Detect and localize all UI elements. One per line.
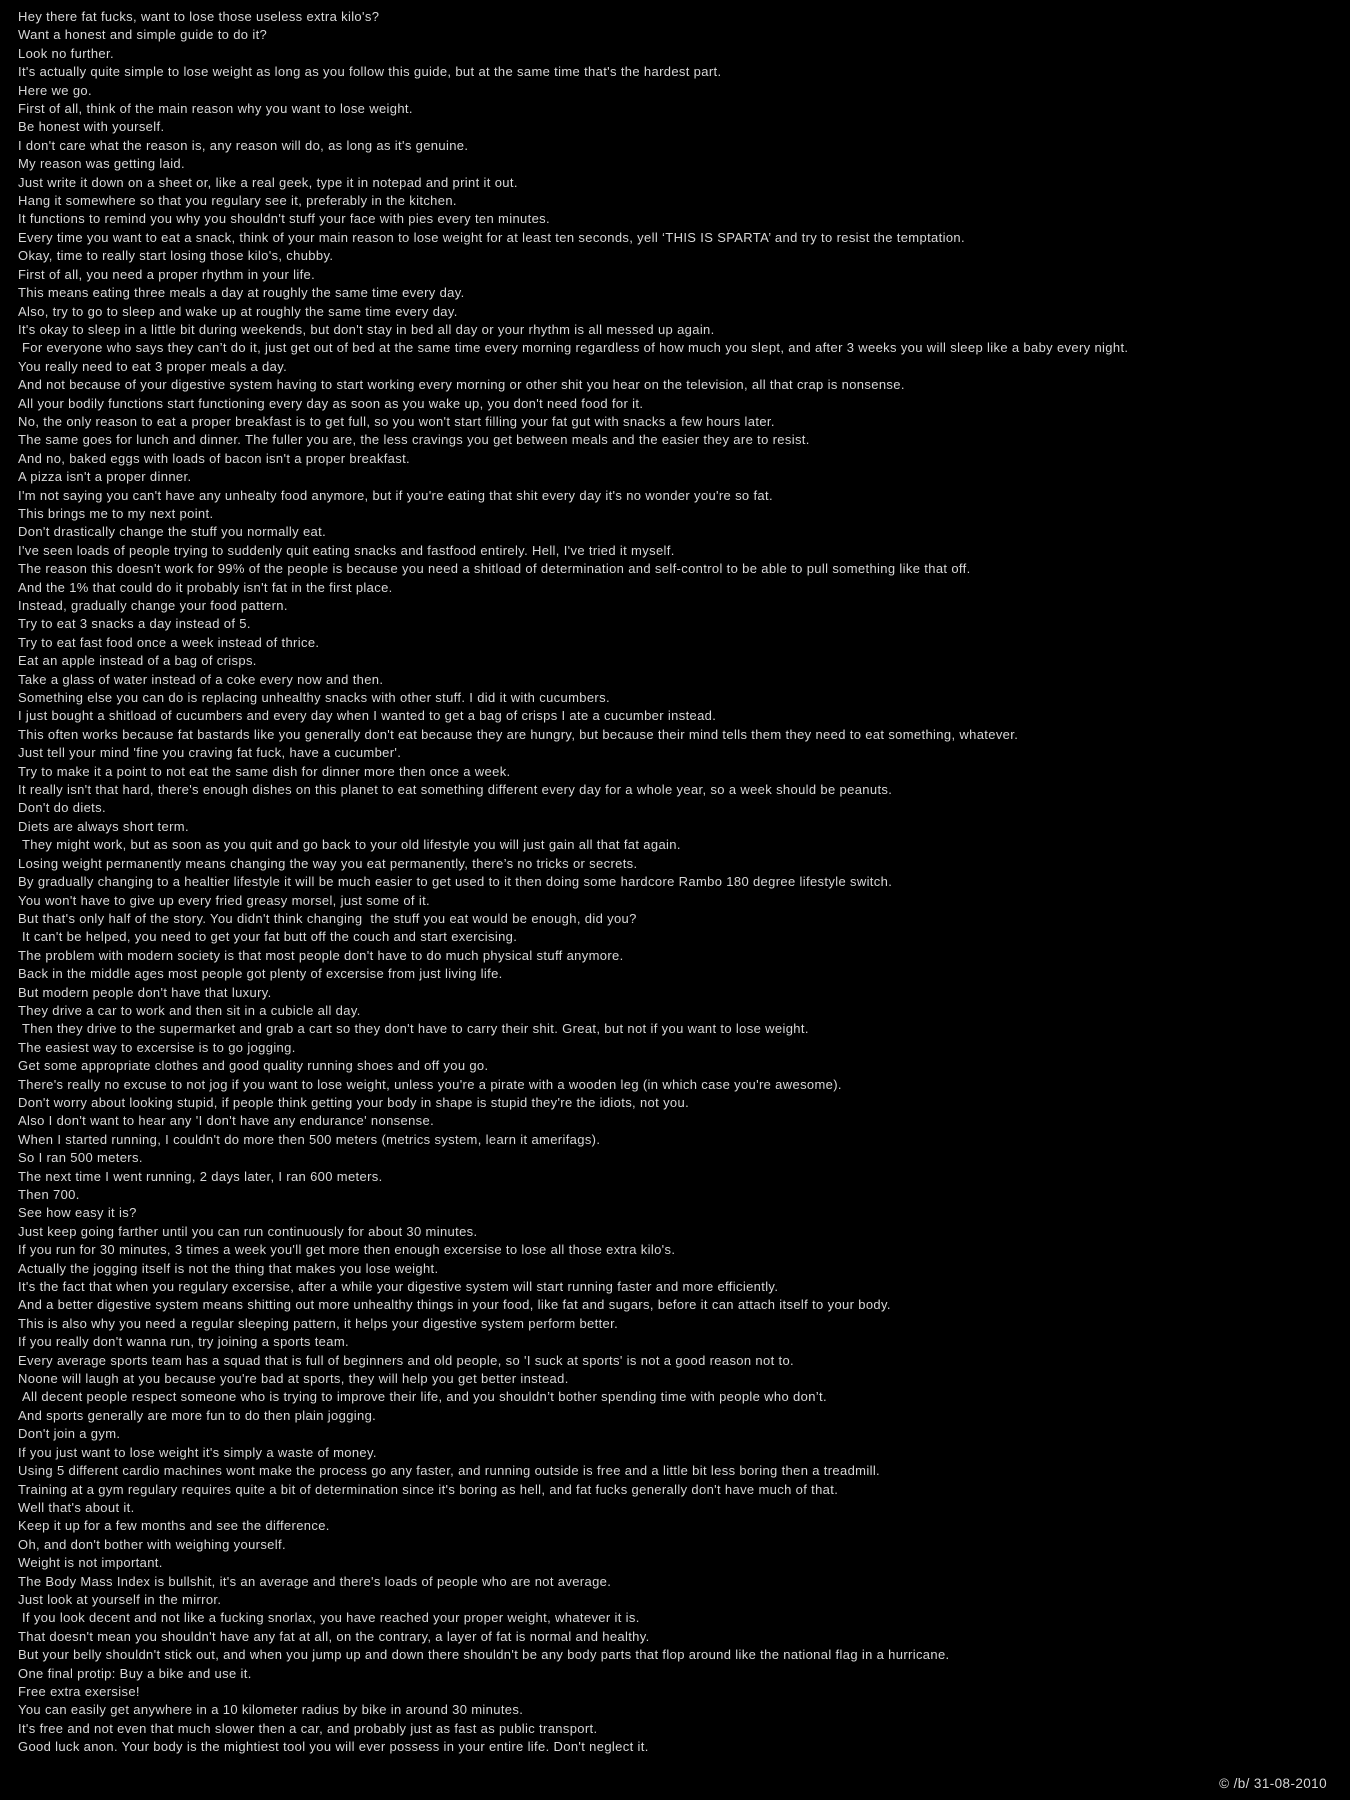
- text-line: Eat an apple instead of a bag of crisps.: [18, 653, 257, 669]
- text-line: Something else you can do is replacing unhealthy snacks with other stuff. I did it with cucumbers.: [18, 690, 610, 706]
- text-line: I'm not saying you can't have any unhealty food anymore, but if you're eating that shit every day it's no wonder you're so fat.: [18, 487, 773, 503]
- text-line: Don't do diets.: [18, 800, 106, 816]
- text-line: This often works because fat bastards like you generally don't eat because they are hungry, but because their mind tells them they need to eat something, whatever.: [18, 726, 1019, 742]
- text-line: Actually the jogging itself is not the thing that makes you lose weight.: [18, 1260, 439, 1276]
- text-line: But that's only half of the story. You didn't think changing the stuff you eat would be enough, did you?: [18, 910, 637, 926]
- text-line: When I started running, I couldn't do more then 500 meters (metrics system, learn it amerifags).: [18, 1131, 601, 1147]
- text-line: Want a honest and simple guide to do it?: [18, 27, 268, 43]
- text-line: But your belly shouldn't stick out, and when you jump up and down there shouldn't be any body parts that flop around like the national flag in a hurricane.: [18, 1647, 950, 1663]
- text-line: And the 1% that could do it probably isn't fat in the first place.: [18, 579, 393, 595]
- text-line: I've seen loads of people trying to suddenly quit eating snacks and fastfood entirely. Hell, I've tried it myself.: [18, 542, 675, 558]
- text-line: Just write it down on a sheet or, like a real geek, type it in notepad and print it out.: [18, 174, 518, 190]
- text-line: Oh, and don't bother with weighing yourself.: [18, 1536, 286, 1552]
- text-line: Don't worry about looking stupid, if people think getting your body in shape is stupid they're the idiots, not you.: [18, 1094, 690, 1110]
- text-line: This means eating three meals a day at roughly the same time every day.: [18, 285, 465, 301]
- text-line: You can easily get anywhere in a 10 kilometer radius by bike in around 30 minutes.: [18, 1702, 524, 1718]
- text-line: If you look decent and not like a fucking snorlax, you have reached your proper weight, whatever it is.: [18, 1610, 640, 1626]
- text-line: It can't be helped, you need to get your fat butt off the couch and start exercising.: [18, 929, 518, 945]
- text-line: You won't have to give up every fried greasy morsel, just some of it.: [18, 892, 431, 908]
- text-line: Okay, time to really start losing those kilo's, chubby.: [18, 248, 334, 264]
- text-line: The Body Mass Index is bullshit, it's an average and there's loads of people who are not average.: [18, 1573, 612, 1589]
- text-line: Get some appropriate clothes and good quality running shoes and off you go.: [18, 1058, 489, 1074]
- text-line: Back in the middle ages most people got plenty of excersise from just living life.: [18, 966, 503, 982]
- text-line: That doesn't mean you shouldn't have any fat at all, on the contrary, a layer of fat is normal and healthy.: [18, 1628, 650, 1644]
- text-line: For everyone who says they can’t do it, just get out of bed at the same time every morning regardless of how much you slept, and after 3 weeks you will sleep like a baby every night.: [18, 340, 1129, 356]
- text-line: Be honest with yourself.: [18, 119, 165, 135]
- text-line: They might work, but as soon as you quit and go back to your old lifestyle you will just gain all that fat again.: [18, 837, 681, 853]
- text-line: And no, baked eggs with loads of bacon isn't a proper breakfast.: [18, 450, 411, 466]
- text-line: Noone will laugh at you because you're bad at sports, they will help you get better instead.: [18, 1371, 569, 1387]
- text-line: Losing weight permanently means changing the way you eat permanently, there’s no tricks or secrets.: [18, 855, 638, 871]
- text-line: If you run for 30 minutes, 3 times a week you'll get more then enough excersise to lose all those extra kilo's.: [18, 1242, 676, 1258]
- text-line: Just keep going farther until you can run continuously for about 30 minutes.: [18, 1223, 478, 1239]
- text-line: Just tell your mind 'fine you craving fat fuck, have a cucumber'.: [18, 745, 402, 761]
- text-line: Every average sports team has a squad that is full of beginners and old people, so 'I suck at sports' is not a good reason not to.: [18, 1352, 795, 1368]
- text-line: If you really don't wanna run, try joining a sports team.: [18, 1334, 349, 1350]
- text-line: By gradually changing to a healtier lifestyle it will be much easier to get used to it then doing some hardcore Rambo 180 degree lifestyle switch.: [18, 874, 893, 890]
- text-line: I just bought a shitload of cucumbers and every day when I wanted to get a bag of crisps I ate a cucumber instead.: [18, 708, 717, 724]
- text-line: It's actually quite simple to lose weight as long as you follow this guide, but at the same time that's the hardest part.: [18, 64, 722, 80]
- text-line: The problem with modern society is that most people don't have to do much physical stuff anymore.: [18, 947, 624, 963]
- text-line: It's the fact that when you regulary excersise, after a while your digestive system will start running faster and more efficiently.: [18, 1279, 779, 1295]
- text-line: And sports generally are more fun to do then plain jogging.: [18, 1407, 377, 1423]
- text-line: Here we go.: [18, 82, 92, 98]
- text-line: This brings me to my next point.: [18, 505, 214, 521]
- text-line: If you just want to lose weight it's simply a waste of money.: [18, 1444, 377, 1460]
- text-line: Don't drastically change the stuff you normally eat.: [18, 524, 327, 540]
- text-line: Free extra exersise!: [18, 1683, 140, 1699]
- text-line: Using 5 different cardio machines wont make the process go any faster, and running outside is free and a little bit less boring then a treadmill.: [18, 1463, 881, 1479]
- text-line: All decent people respect someone who is trying to improve their life, and you shouldn’t bother spending time with people who don’t.: [18, 1389, 827, 1405]
- text-line: And not because of your digestive system having to start working every morning or other shit you hear on the television, all that crap is nonsense.: [18, 377, 905, 393]
- text-line: Hey there fat fucks, want to lose those useless extra kilo's?: [18, 9, 380, 24]
- text-line: Hang it somewhere so that you regulary see it, preferably in the kitchen.: [18, 193, 457, 209]
- text-line: It functions to remind you why you shouldn't stuff your face with pies every ten minutes.: [18, 211, 550, 227]
- text-line: So I ran 500 meters.: [18, 1150, 143, 1166]
- text-line: They drive a car to work and then sit in a cubicle all day.: [18, 1002, 361, 1018]
- text-line: Look no further.: [18, 45, 114, 61]
- text-line: It's free and not even that much slower then a car, and probably just as fast as public transport.: [18, 1720, 598, 1736]
- text-line: Then 700.: [18, 1187, 80, 1202]
- text-line: My reason was getting laid.: [18, 156, 185, 172]
- text-line: No, the only reason to eat a proper breakfast is to get full, so you won't start filling your fat gut with snacks a few hours later.: [18, 413, 775, 429]
- text-line: It really isn't that hard, there's enough dishes on this planet to eat something different every day for a whole year, so a week should be peanuts.: [18, 782, 893, 798]
- text-line: Try to eat fast food once a week instead of thrice.: [18, 634, 320, 650]
- text-line: This is also why you need a regular sleeping pattern, it helps your digestive system perform better.: [18, 1315, 619, 1331]
- text-line: Also I don't want to hear any 'I don't have any endurance' nonsense.: [18, 1113, 435, 1129]
- text-line: Every time you want to eat a snack, think of your main reason to lose weight for at least ten seconds, yell ‘THIS IS SPARTA’ and try to resist the temptation.: [18, 229, 965, 245]
- text-line: Also, try to go to sleep and wake up at roughly the same time every day.: [18, 303, 458, 319]
- text-line: First of all, you need a proper rhythm in your life.: [18, 266, 316, 282]
- text-line: Keep it up for a few months and see the difference.: [18, 1518, 330, 1534]
- footer-credit: © /b/ 31-08-2010: [1219, 1776, 1327, 1791]
- text-line: Training at a gym regulary requires quite a bit of determination since it's boring as hell, and fat fucks generally don't have much of that.: [18, 1481, 839, 1497]
- text-line: There's really no excuse to not jog if you want to lose weight, unless you're a pirate with a wooden leg (in which case you're awesome).: [18, 1076, 842, 1092]
- text-line: The next time I went running, 2 days later, I ran 600 meters.: [18, 1168, 383, 1184]
- text-line: Good luck anon. Your body is the mightiest tool you will ever possess in your entire life. Don't neglect it.: [18, 1739, 649, 1755]
- text-line: Then they drive to the supermarket and grab a cart so they don't have to carry their shit. Great, but not if you want to lose weight.: [18, 1021, 809, 1037]
- text-line: Try to eat 3 snacks a day instead of 5.: [18, 616, 251, 632]
- text-line: A pizza isn't a proper dinner.: [18, 469, 192, 485]
- text-line: Weight is not important.: [18, 1555, 163, 1571]
- text-line: The easiest way to excersise is to go jogging.: [18, 1039, 296, 1055]
- copypasta-body: [18, 8, 1350, 1757]
- text-line: Diets are always short term.: [18, 818, 189, 834]
- text-line: Take a glass of water instead of a coke every now and then.: [18, 671, 384, 687]
- text-line: See how easy it is?: [18, 1205, 137, 1221]
- text-line: One final protip: Buy a bike and use it.: [18, 1665, 252, 1681]
- text-line: Don't join a gym.: [18, 1426, 121, 1442]
- text-line: Just look at yourself in the mirror.: [18, 1591, 222, 1607]
- text-line: Well that's about it.: [18, 1499, 135, 1515]
- text-line: Instead, gradually change your food pattern.: [18, 598, 288, 613]
- text-line: All your bodily functions start functioning every day as soon as you wake up, you don't need food for it.: [18, 395, 644, 411]
- text-line: First of all, think of the main reason why you want to lose weight.: [18, 101, 413, 117]
- text-line: But modern people don't have that luxury.: [18, 984, 272, 1000]
- text-line: And a better digestive system means shitting out more unhealthy things in your food, like fat and sugars, before it can attach itself to your body.: [18, 1297, 891, 1313]
- text-line: The same goes for lunch and dinner. The fuller you are, the less cravings you get between meals and the easier they are to resist.: [18, 432, 810, 448]
- text-line: I don't care what the reason is, any reason will do, as long as it's genuine.: [18, 137, 469, 153]
- text-line: It's okay to sleep in a little bit during weekends, but don't stay in bed all day or your rhythm is all messed up again.: [18, 321, 715, 337]
- text-line: You really need to eat 3 proper meals a day.: [18, 358, 288, 374]
- text-line: The reason this doesn't work for 99% of the people is because you need a shitload of determination and self-control to be able to pull something like that off.: [18, 561, 971, 577]
- text-line: Try to make it a point to not eat the same dish for dinner more then once a week.: [18, 763, 511, 779]
